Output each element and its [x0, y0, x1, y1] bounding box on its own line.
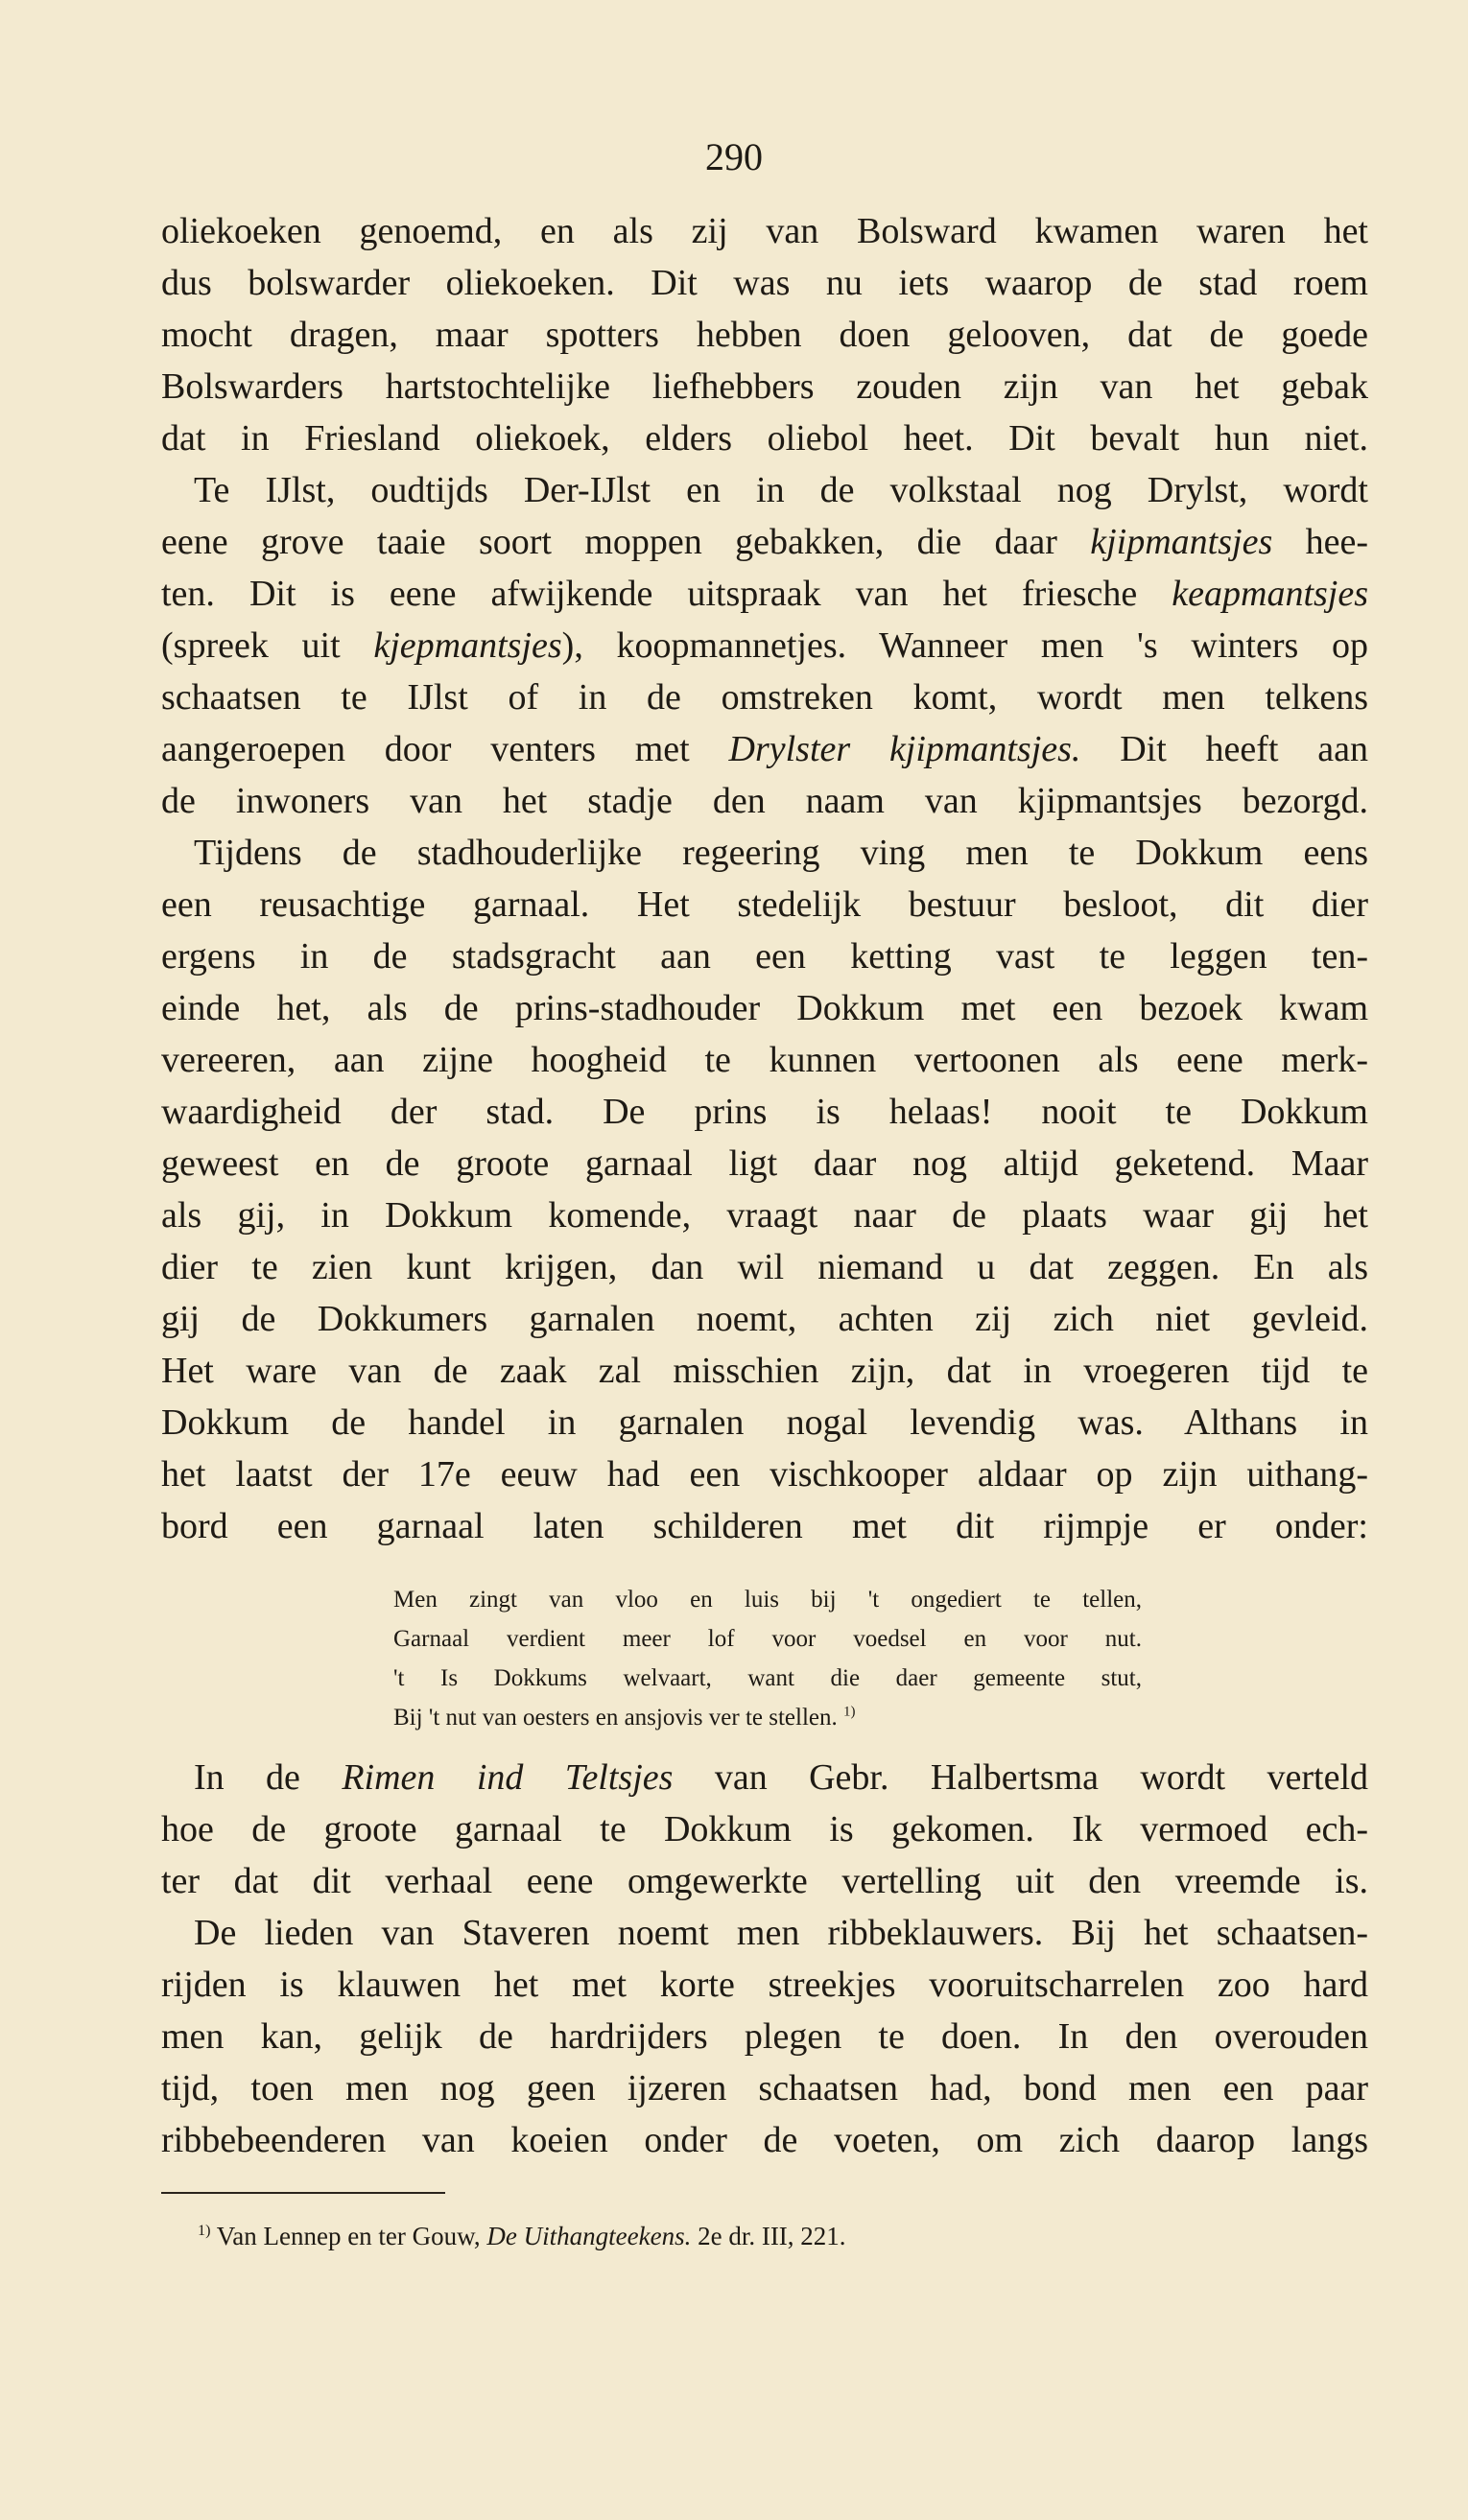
italic-title: Rimen ind Teltsjes — [342, 1757, 674, 1798]
text-line: bord een garnaal laten schilderen met dit rijmpje er onder: — [161, 1506, 1368, 1546]
text-line: geweest en de groote garnaal ligt daar nog altijd geketend. Maar — [161, 1143, 1368, 1184]
text-line: einde het, als de prins-stadhouder Dokkum met een bezoek kwam — [161, 988, 1368, 1028]
main-text-lower — [161, 1752, 1368, 2166]
text-line: aangeroepen door venters met Drylster kjipmantsjes. Dit heeft aan — [161, 729, 1369, 769]
text-line: ergens in de stadsgracht aan een ketting vast te leggen ten- — [161, 936, 1368, 977]
verse-line: 't Is Dokkums welvaart, want die daer gemeente stut, — [393, 1665, 1142, 1691]
verse-line: Garnaal verdient meer lof voor voedsel en voor nut. — [393, 1626, 1142, 1652]
footnote: $^{1)}$ Van Lennep en ter Gouw, De Uithangteekens. 2e dr. III, 221. — [198, 2222, 846, 2250]
text-line: dier te zien kunt krijgen, dan wil niemand u dat zeggen. En als — [161, 1247, 1368, 1287]
text-line: mocht dragen, maar spotters hebben doen gelooven, dat de goede — [161, 315, 1368, 355]
text-line: rijden is klauwen het met korte streekjes vooruitscharrelen zoo hard — [161, 1965, 1368, 2005]
text-line: In de Rimen ind Teltsjes van Gebr. Halbertsma wordt verteld — [194, 1757, 1368, 1798]
text-line: dus bolswarder oliekoeken. Dit was nu iets waarop de stad roem — [161, 263, 1368, 303]
text-line: ter dat dit verhaal eene omgewerkte vertelling uit den vreemde is. — [161, 1861, 1368, 1901]
text-line: Bolswarders hartstochtelijke liefhebbers zouden zijn van het gebak — [161, 366, 1368, 407]
text-line: men kan, gelijk de hardrijders plegen te doen. In den overouden — [161, 2016, 1368, 2057]
text-line: als gij, in Dokkum komende, vraagt naar de plaats waar gij het — [161, 1195, 1368, 1236]
text-line: Tijdens de stadhouderlijke regeering ving men te Dokkum eens — [194, 833, 1368, 873]
text-line: oliekoeken genoemd, en als zij van Bolsward kwamen waren het — [161, 211, 1368, 251]
text-line: ten. Dit is eene afwijkende uitspraak van het friesche keapmantsjes — [161, 574, 1368, 614]
italic-term: keapmantsjes — [1172, 574, 1368, 614]
text-line: Het ware van de zaak zal misschien zijn, dat in vroegeren tijd te — [161, 1351, 1368, 1391]
rhyme-verse — [393, 1580, 1142, 1737]
verse-line: Bij 't nut van oesters en ansjovis ver te stellen. $^{1)}$ — [393, 1704, 856, 1731]
text-line: Dokkum de handel in garnalen nogal levendig was. Althans in — [161, 1402, 1368, 1443]
text-line: Te IJlst, oudtijds Der-IJlst en in de volkstaal nog Drylst, wordt — [194, 470, 1368, 510]
text-line: een reusachtige garnaal. Het stedelijk bestuur besloot, dit dier — [161, 884, 1368, 925]
text-line: waardigheid der stad. De prins is helaas! nooit te Dokkum — [161, 1092, 1368, 1132]
text-line: tijd, toen men nog geen ijzeren schaatsen had, bond men een paar — [161, 2068, 1368, 2108]
text-line: vereeren, aan zijne hoogheid te kunnen vertoonen als eene merk- — [161, 1040, 1368, 1080]
italic-term: Drylster kjipmantsjes. — [728, 729, 1081, 769]
text-line: de inwoners van het stadje den naam van kjipmantsjes bezorgd. — [161, 781, 1368, 821]
footnote-divider — [161, 2192, 445, 2194]
text-line: dat in Friesland oliekoek, elders oliebol heet. Dit bevalt hun niet. — [161, 418, 1368, 459]
italic-term: kjepmantsjes — [373, 625, 562, 666]
footnote-marker: 1) — [198, 2222, 211, 2239]
main-text-upper — [161, 205, 1368, 1552]
text-line: De lieden van Staveren noemt men ribbeklauwers. Bij het schaatsen- — [194, 1913, 1368, 1953]
italic-title: De Uithangteekens. — [486, 2222, 692, 2250]
footnote-reference: 1) — [843, 1704, 856, 1720]
text-line: eene grove taaie soort moppen gebakken, die daar kjipmantsjes hee- — [161, 522, 1369, 562]
text-line: gij de Dokkumers garnalen noemt, achten zij zich niet gevleid. — [161, 1299, 1368, 1339]
italic-term: kjipmantsjes — [1090, 522, 1273, 562]
text-line: het laatst der 17e eeuw had een vischkooper aldaar op zijn uithang- — [161, 1454, 1368, 1495]
text-line: (spreek uit kjepmantsjes), koopmannetjes. Wanneer men 's winters op — [161, 625, 1368, 666]
text-line: hoe de groote garnaal te Dokkum is gekomen. Ik vermoed ech- — [161, 1809, 1368, 1849]
text-line: schaatsen te IJlst of in de omstreken komt, wordt men telkens — [161, 677, 1368, 718]
page-number: 290 — [705, 135, 763, 178]
verse-line: Men zingt van vloo en luis bij 't ongediert te tellen, — [393, 1587, 1142, 1613]
text-line: ribbebeenderen van koeien onder de voeten, om zich daarop langs — [161, 2120, 1368, 2160]
